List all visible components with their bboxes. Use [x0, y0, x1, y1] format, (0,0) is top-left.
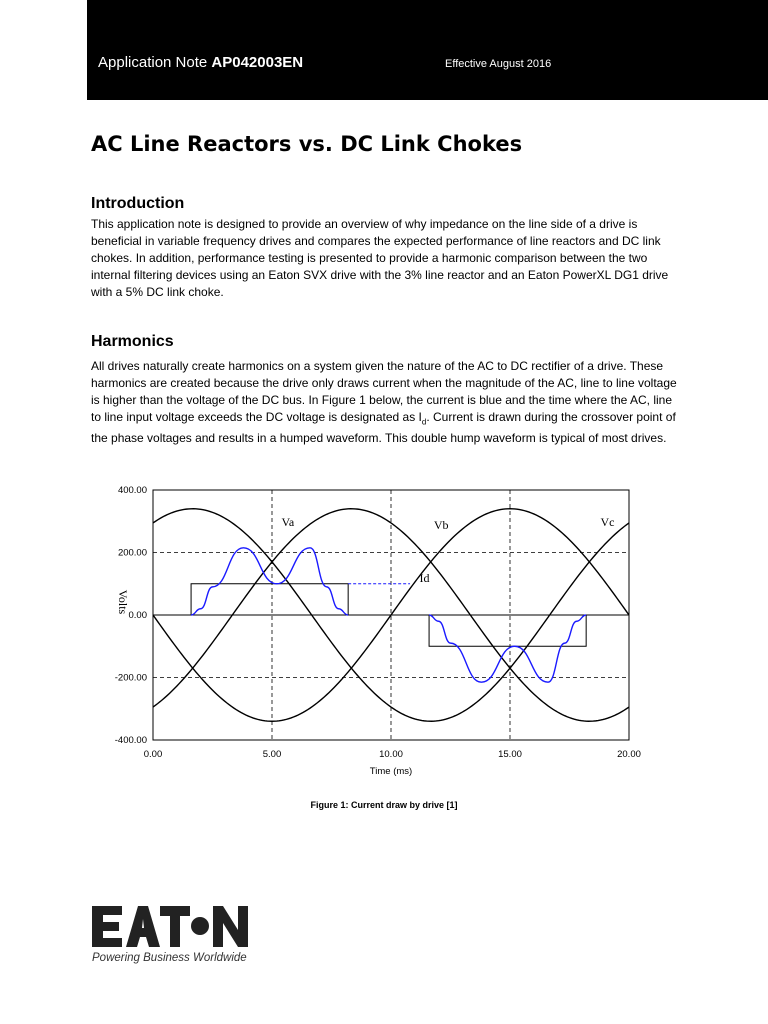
- header-bar: [87, 0, 768, 100]
- x-tick-label: 5.00: [262, 749, 282, 760]
- series-label-vc: Vc: [600, 514, 615, 529]
- chart-tick-labels: [115, 485, 641, 760]
- x-tick-label: 20.00: [617, 749, 641, 760]
- current-pulse-positive: [191, 548, 348, 615]
- y-tick-label: 400.00: [117, 485, 147, 496]
- y-tick-label: -200.00: [114, 672, 147, 684]
- x-tick-label: 0.00: [143, 749, 163, 760]
- y-axis-label: Volts: [116, 589, 130, 615]
- harmonics-heading: Harmonics: [91, 333, 174, 350]
- x-tick-label: 10.00: [379, 749, 403, 760]
- id-pulse-negative: [429, 615, 586, 646]
- document-title: AC Line Reactors vs. DC Link Chokes: [91, 132, 523, 156]
- x-axis-label: Time (ms): [369, 766, 413, 777]
- series-label-vb: Vb: [433, 518, 449, 533]
- figure-caption: Figure 1: Current draw by drive [1]: [310, 800, 458, 810]
- id-pulse-positive: [191, 584, 348, 615]
- current-draw-chart: [95, 478, 655, 780]
- x-tick-label: 15.00: [498, 749, 522, 760]
- id-label: Id: [419, 571, 430, 586]
- y-tick-label: 200.00: [117, 547, 147, 559]
- harmonics-paragraph: All drives naturally create harmonics on a system given the nature of the AC to DC rectifier of a drive. These harmonics are created because the drive only draws current when the magnitude of the AC, line to line voltage is higher than the voltage of the DC bus. In Figure 1 below, the current is blue and the time where the AC, line to line input voltage exceeds the DC voltage is designated as $I_d$. Current is drawn during the crossover point of the phase voltages and results in a humped waveform. This double hump waveform is typical of most drives.: [91, 359, 677, 446]
- y-tick-label: -400.00: [114, 735, 147, 746]
- series-label-va: Va: [281, 514, 295, 529]
- current-pulse-negative: [429, 615, 586, 682]
- y-tick-label: 0.00: [128, 610, 147, 621]
- application-note-id: AP042003EN: [211, 54, 304, 71]
- introduction-heading: Introduction: [91, 195, 185, 212]
- introduction-paragraph: This application note is designed to provide an overview of why impedance on the line side of a drive is beneficial in variable frequency drives and compares the expected performance of line reactors and DC link chokes. In addition, performance testing is presented to provide a harmonic comparison between the two internal filtering devices using an Eaton SVX drive with the 3% line reactor and an Eaton PowerXL DG1 drive with a 5% DC link choke.: [91, 217, 669, 299]
- tagline: Powering Business Worldwide: [92, 952, 247, 964]
- effective-date: Effective August 2016: [445, 58, 552, 70]
- application-note-label: Application Note AP042003EN: [98, 54, 304, 71]
